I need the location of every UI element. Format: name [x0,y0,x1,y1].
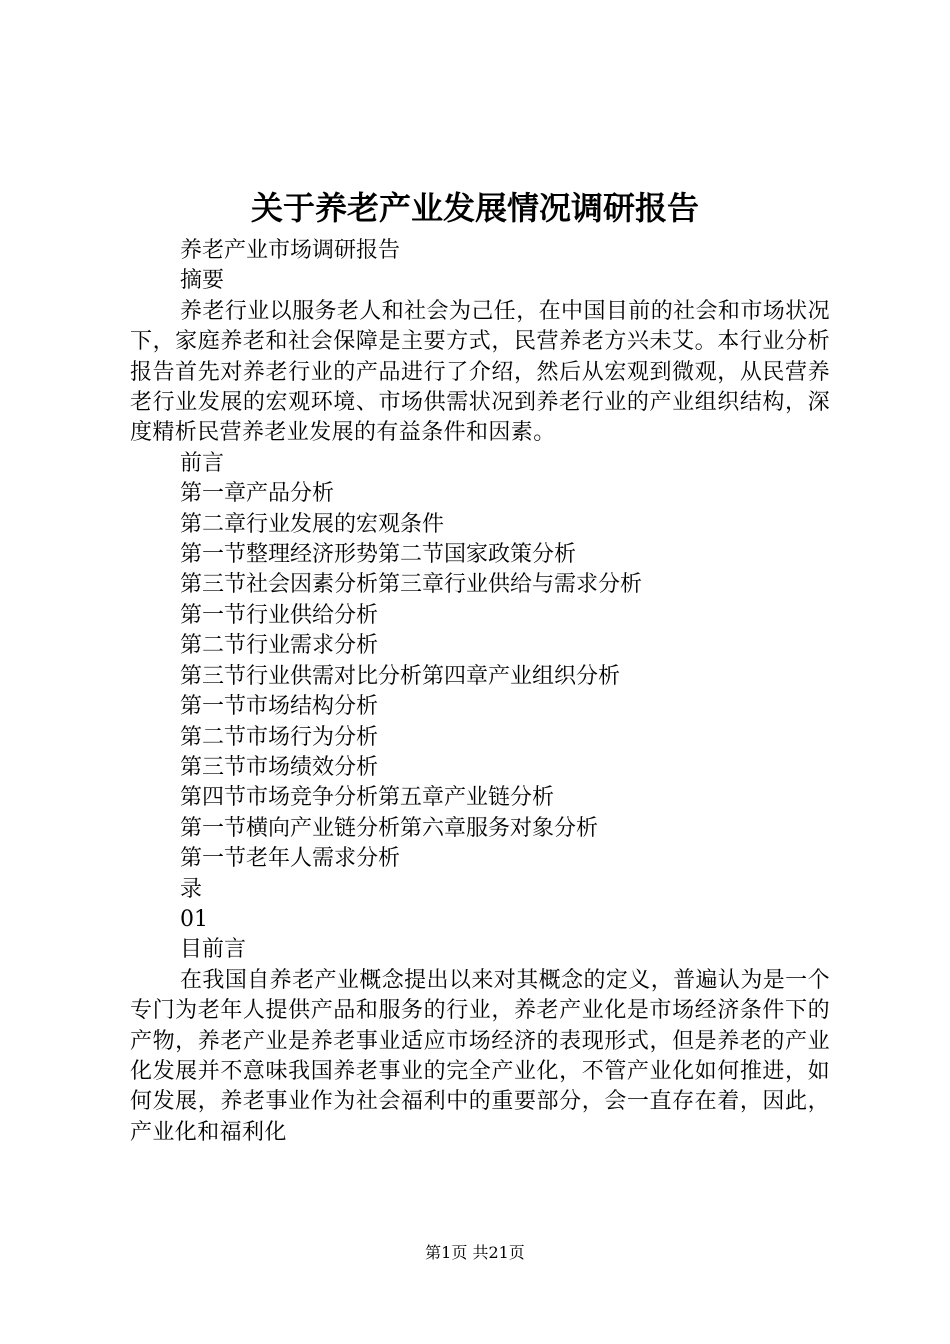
document-body [130,236,830,1148]
toc-item: 第一节市场结构分析 [180,694,379,720]
toc-item: 第一节横向产业链分析第六章服务对象分析 [180,815,599,841]
toc-item: 第一节整理经济形势第二节国家政策分析 [180,542,577,568]
toc-item: 目前言 [180,937,247,963]
toc-item: 第二节市场行为分析 [180,724,379,750]
page-footer: 第1页 共21页 [425,1243,525,1262]
toc-item: 第二节行业需求分析 [180,633,379,659]
toc-item: 第三节行业供需对比分析第四章产业组织分析 [180,663,621,689]
toc-item: 第三节社会因素分析第三章行业供给与需求分析 [180,572,643,598]
document-title: 关于养老产业发展情况调研报告 [250,189,699,227]
toc-item: 录 [180,876,203,902]
intro-paragraph: 在我国自养老产业概念提出以来对其概念的定义，普遍认为是一个专门为老年人提供产品和服务的行业，养老产业化是市场经济条件下的产物，养老产业是养老事业适应市场经济的表现形式，但是养老的产业化发展并不意味我国养老事业的完全产业化，不管产业化如何推进，如何发展，养老事业作为社会福利中的重要部分，会一直存在着，因此，产业化和福利化 [130,967,830,1145]
abstract-heading: 摘要 [180,268,225,294]
toc-item: 第二章行业发展的宏观条件 [180,511,445,537]
toc-item: 第一节老年人需求分析 [180,846,401,872]
toc-item: 前言 [180,450,225,476]
toc-item: 第一节行业供给分析 [180,602,379,628]
toc-item: 第一章产品分析 [180,481,335,507]
toc-item: 第四节市场竞争分析第五章产业链分析 [180,785,555,811]
abstract-paragraph: 养老行业以服务老人和社会为己任，在中国目前的社会和市场状况下，家庭养老和社会保障是主要方式，民营养老方兴未艾。本行业分析报告首先对养老行业的产品进行了介绍，然后从宏观到微观，从民营养老行业发展的宏观环境、市场供需状况到养老行业的产业组织结构，深度精析民营养老业发展的有益条件和因素。 [130,298,830,446]
toc-item: 01 [180,906,208,932]
toc-item: 第三节市场绩效分析 [180,754,379,780]
report-subtitle: 养老产业市场调研报告 [180,238,401,263]
